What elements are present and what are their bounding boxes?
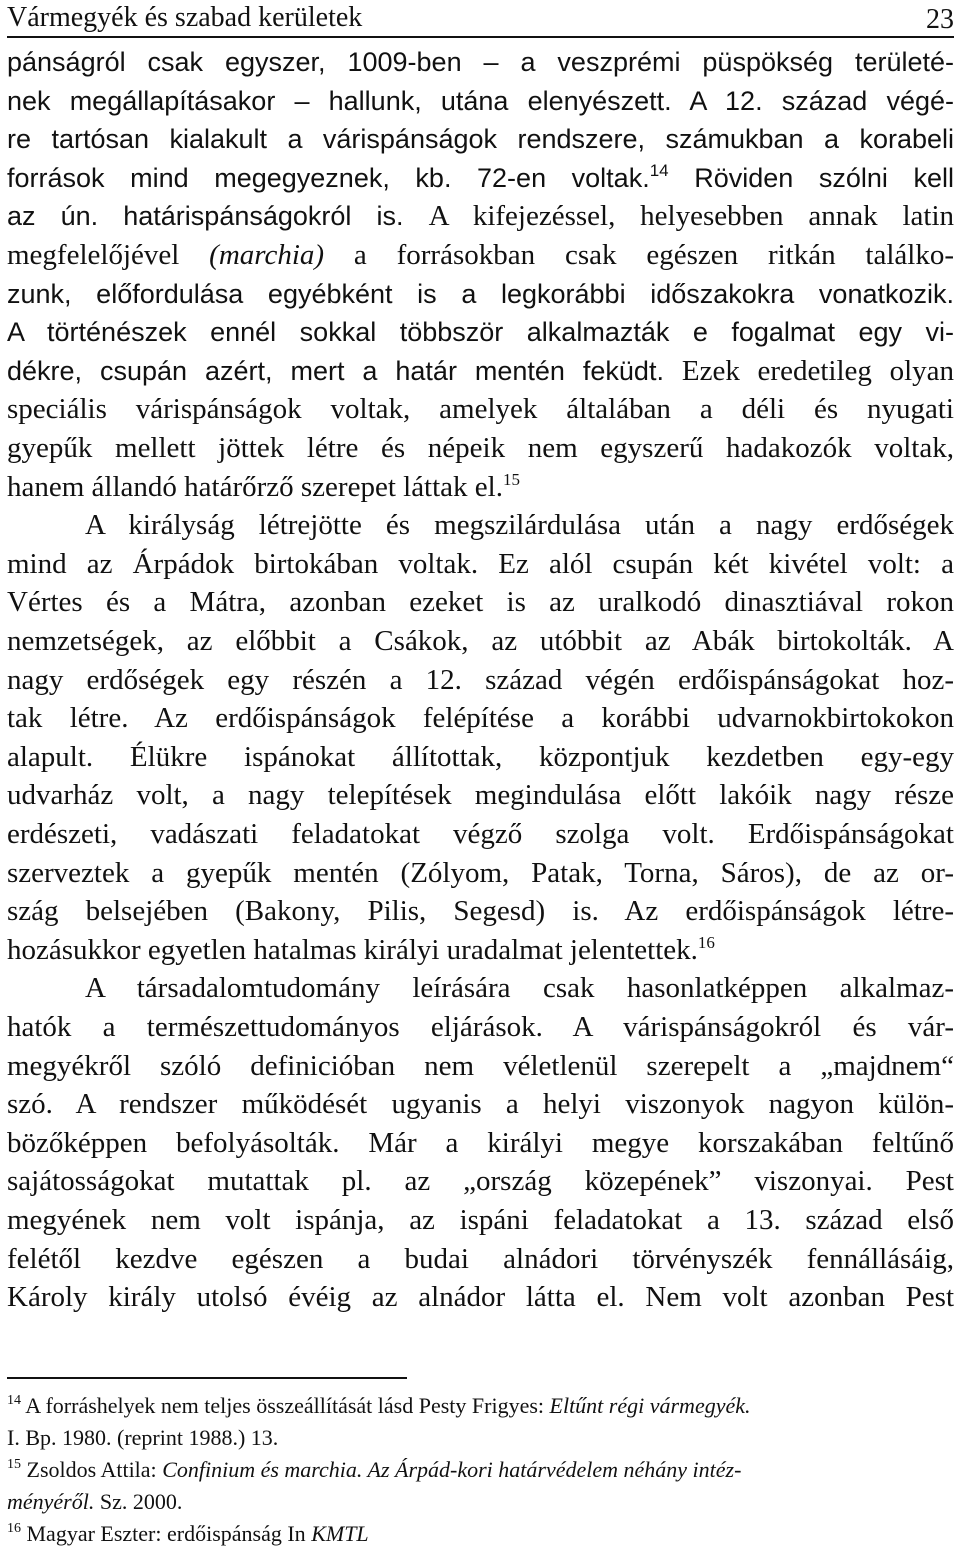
text-line (7, 276, 954, 312)
text-line (7, 160, 954, 196)
text-run: Ezek eredetileg olyan (681, 354, 955, 387)
text-line (7, 739, 954, 775)
text-run: az ún. határispánságokról is. (7, 201, 429, 232)
text-run: udvarház volt, a nagy telepítések megindulása előtt lakóik nagy része (7, 779, 954, 812)
text-line (7, 1241, 954, 1277)
book-page (7, 0, 955, 1546)
text-line (7, 353, 954, 389)
running-title: Vármegyék és szabad kerületek (7, 2, 363, 33)
footnote-text: Zsoldos Attila: (21, 1457, 163, 1482)
footnote-text: Magyar Eszter: erdőispánság In (21, 1521, 312, 1546)
footnote-text-italic: ményéről. (7, 1489, 95, 1514)
text-line (7, 970, 954, 1006)
text-run: gyepűk mellett jöttek létre és népeik nem egyszerű hadakozók voltak, (7, 432, 954, 464)
footnote-line (7, 1488, 954, 1516)
footnote-text-italic: Confinium és marchia. Az Árpád-kori határvédelem néhány intéz- (162, 1457, 742, 1482)
text-line (7, 507, 954, 543)
text-run: Károly király utolsó évéig az alnádor látta el. Nem volt azonban Pest (7, 1281, 954, 1314)
text-run: hanem állandó határőrző szerepet láttak el. (7, 470, 503, 503)
footnote-line (7, 1392, 954, 1420)
text-run: tak létre. Az erdőispánságok felépítése a korábbi udvarnokbirtokokon (7, 702, 954, 735)
text-line (7, 777, 954, 813)
text-run: A királyság létrejötte és megszilárdulása után a nagy erdőségek (85, 509, 954, 542)
text-run: erdészeti, vadászati feladatokat végző szolga volt. Erdőispánságokat (7, 818, 954, 850)
footnote-marker: 14 (649, 160, 669, 180)
footnote-marker: 16 (7, 1521, 21, 1536)
text-line (7, 816, 954, 852)
text-line (7, 584, 954, 620)
text-line (7, 121, 954, 157)
footnote-line (7, 1456, 954, 1484)
text-run: a forrásokban csak egészen ritkán találko- (324, 239, 954, 271)
text-line (7, 469, 954, 505)
text-line (7, 1048, 954, 1084)
text-run: hozásukkor egyetlen hatalmas királyi uradalmat jelentettek. (7, 933, 698, 966)
text-line (7, 546, 954, 582)
text-run: szág belsejében (Bakony, Pilis, Segesd) is. Az erdőispánságok létre- (7, 895, 954, 928)
text-line (7, 1125, 954, 1161)
text-run: Röviden szólni kell (668, 162, 955, 193)
text-line (7, 1086, 954, 1122)
italic-term: (marchia) (209, 239, 325, 271)
footnote-text-italic: KMTL (311, 1521, 369, 1546)
text-run: szerveztek a gyepűk mentén (Zólyom, Patak, Torna, Sáros), de az or- (7, 856, 954, 889)
text-run: megyékről szóló definicióban nem véletlenül szerepelt a „majdnem“ (7, 1049, 954, 1082)
footnote-line (7, 1424, 954, 1452)
text-run: megfelelőjével (7, 239, 210, 271)
text-run: alapult. Élükre ispánokat állítottak, központjuk kezdetben egy-egy (7, 740, 954, 773)
text-run: re tartósan kialakult a várispánságok rendszere, számukban a korabeli (7, 124, 954, 155)
text-run: mind az Árpádok birtokában voltak. Ez alól csupán két kivétel volt: a (7, 547, 954, 580)
text-run: pánságról csak egyszer, 1009-ben – a veszprémi püspökség területé- (7, 47, 954, 77)
footnote-text: I. Bp. 1980. (reprint 1988.) 13. (7, 1425, 279, 1450)
text-run: A társadalomtudomány leírására csak hasonlatképpen alkalmaz- (85, 972, 954, 1005)
text-line (7, 662, 954, 698)
text-line (7, 198, 954, 234)
text-run: dékre, csupán azért, mert a határ mentén feküdt. (7, 355, 682, 386)
text-run: A történészek ennél sokkal többször alkalmazták e fogalmat egy vi- (7, 317, 954, 348)
footnote-text: Sz. 2000. (94, 1489, 183, 1514)
text-run: zunk, előfordulása egyébként is a legkorábbi időszakokra vonatkozik. (7, 278, 954, 309)
footnote-text-italic: Eltűnt régi vármegyék. (549, 1393, 751, 1418)
text-run: Vértes és a Mátra, azonban ezeket is az uralkodó dinasztiával rokon (7, 586, 954, 619)
text-run: nagy erdőségek egy részén a 12. század végén erdőispánságokat hoz- (7, 663, 954, 696)
header-rule (7, 36, 954, 38)
text-line (7, 932, 954, 968)
text-line (7, 44, 954, 80)
text-run: bözőképpen befolyásolták. Már a királyi megye korszakában feltűnő (7, 1126, 954, 1159)
text-run: nemzetségek, az előbbit a Csákok, az utóbbit az Abák birtokolták. A (7, 625, 954, 657)
footnote-separator (7, 1377, 407, 1379)
text-line (7, 314, 954, 350)
footnote-marker: 15 (502, 469, 520, 489)
text-run: speciális várispánságok voltak, amelyek általában a déli és nyugati (7, 393, 954, 426)
text-line (7, 1009, 954, 1045)
text-line (7, 1163, 954, 1199)
text-line (7, 83, 954, 119)
text-line (7, 893, 954, 929)
footnote-marker: 16 (697, 932, 715, 952)
text-line (7, 623, 954, 659)
text-line (7, 1279, 954, 1315)
text-line (7, 1202, 954, 1238)
running-header (7, 0, 954, 44)
text-run: források mind megegyeznek, kb. 72-en voltak. (7, 162, 650, 193)
text-run: A kifejezéssel, helyesebben annak latin (428, 200, 955, 233)
footnote-text: A forráshelyek nem teljes összeállítását lásd Pesty Frigyes: (21, 1393, 550, 1418)
text-run: szó. A rendszer működését ugyanis a helyi viszonyok nagyon külön- (7, 1088, 954, 1121)
text-run: felétől kezdve egészen a budai alnádori törvényszék fennállásáig, (7, 1242, 954, 1275)
page-number: 23 (926, 4, 954, 35)
footnote-line (7, 1520, 954, 1548)
text-line (7, 391, 954, 427)
text-run: nek megállapításakor – hallunk, utána elenyészett. A 12. század végé- (7, 85, 954, 116)
text-line (7, 430, 954, 466)
text-line (7, 237, 954, 273)
footnote-marker: 14 (7, 1393, 21, 1408)
footnote-marker: 15 (7, 1457, 21, 1472)
text-line (7, 855, 954, 891)
text-run: hatók a természettudományos eljárások. A várispánságokról és vár- (7, 1011, 954, 1043)
text-line (7, 700, 954, 736)
text-run: megyének nem volt ispánja, az ispáni feladatokat a 13. század első (7, 1204, 954, 1236)
text-run: sajátosságokat mutattak pl. az „ország közepének” viszonyai. Pest (7, 1165, 954, 1198)
